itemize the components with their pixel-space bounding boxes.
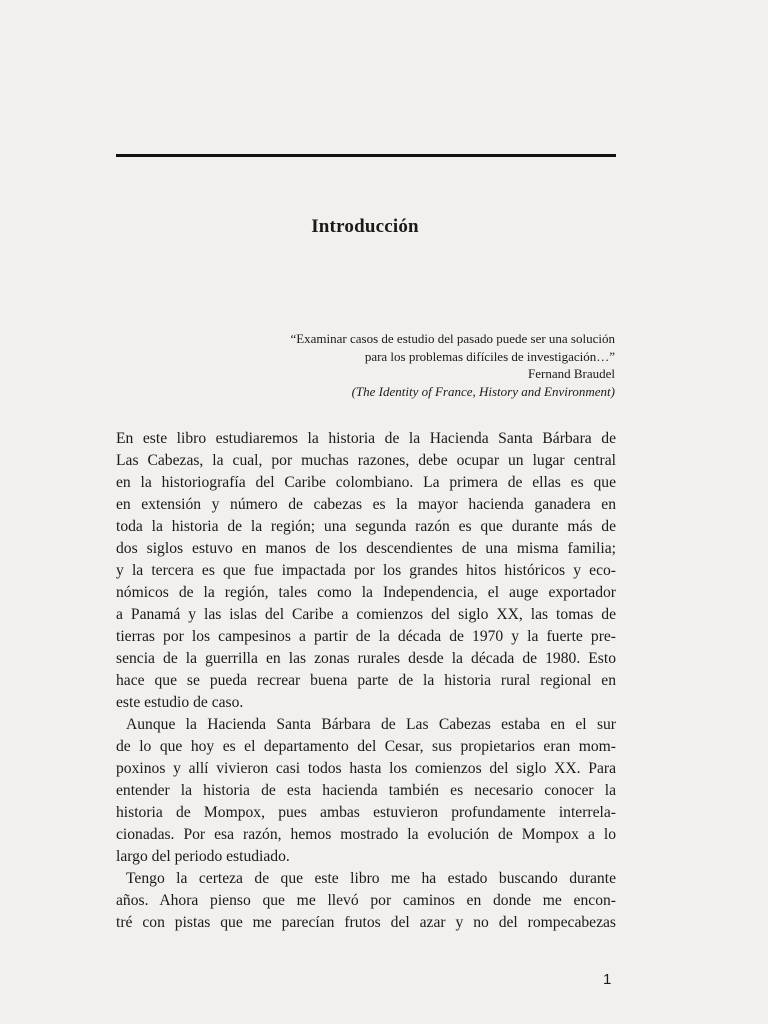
text-line: tierras por los campesinos a partir de la década de 1970 y la fuerte pre- [116,628,616,645]
text-line: sencia de la guerrilla en las zonas rurales desde la década de 1980. Esto [116,650,616,667]
epigraph-quote-line: “Examinar casos de estudio del pasado puede ser una solución [290,331,615,346]
text-line: y la tercera es que fue impactada por los grandes hitos históricos y eco- [116,562,616,579]
chapter-title: Introducción [311,216,419,237]
epigraph [175,330,615,400]
text-line: dos siglos estuvo en manos de los descendientes de una misma familia; [116,540,616,557]
epigraph-quote-line: para los problemas difíciles de investigación…” [364,348,615,364]
text-line: a Panamá y las islas del Caribe a comienzos del siglo XX, las tomas de [116,606,616,623]
text-line: nómicos de la región, tales como la Independencia, el auge exportador [116,584,616,601]
epigraph-author: Fernand Braudel [527,366,615,381]
text-line: tré con pistas que me parecían frutos del azar y no del rompecabezas [116,914,616,931]
text-line: de lo que hoy es el departamento del Cesar, sus propietarios eran mom- [116,738,616,755]
header-rule [116,154,616,157]
text-line: historia de Mompox, pues ambas estuvieron profundamente interrela- [116,804,616,821]
text-line: Las Cabezas, la cual, por muchas razones, debe ocupar un lugar central [116,452,616,469]
text-line: en extensión y número de cabezas es la mayor hacienda ganadera en [116,496,616,513]
epigraph-source: (The Identity of France, History and Environment) [351,383,615,399]
text-line: Tengo la certeza de que este libro me ha estado buscando durante [126,870,616,887]
text-line: este estudio de caso. [116,694,244,711]
text-line: entender la historia de esta hacienda también es necesario conocer la [116,782,616,799]
text-line: toda la historia de la región; una segunda razón es que durante más de [116,518,616,535]
text-line: Aunque la Hacienda Santa Bárbara de Las Cabezas estaba en el sur [126,716,616,733]
text-line: largo del periodo estudiado. [116,848,290,865]
text-line: años. Ahora pienso que me llevó por caminos en donde me encon- [116,892,616,909]
page-number: 1 [603,971,612,988]
body-text [116,428,616,934]
text-line: En este libro estudiaremos la historia de la Hacienda Santa Bárbara de [116,430,616,447]
text-line: en la historiografía del Caribe colombiano. La primera de ellas es que [116,474,616,491]
text-line: poxinos y allí vivieron casi todos hasta los comienzos del siglo XX. Para [116,760,616,777]
text-line: hace que se pueda recrear buena parte de la historia rural regional en [116,672,616,689]
text-line: cionadas. Por esa razón, hemos mostrado la evolución de Mompox a lo [116,826,616,843]
